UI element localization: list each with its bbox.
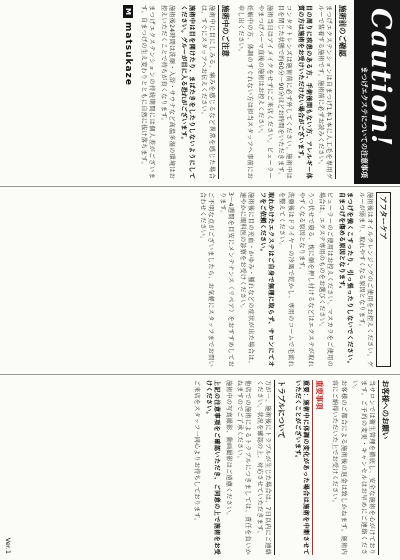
paragraph: 当サロンでは衛生管理を徹底し、安全な施術を心がけております。ご予約の変更・キャンセルはお早めにご連絡ください。 <box>351 380 375 555</box>
paragraph: ご来店をスタッフ一同心よりお待ちしております。 <box>193 380 201 525</box>
version-label: Ver.1 <box>4 537 12 554</box>
column-3 <box>0 374 400 560</box>
logo-mark-icon: M <box>123 5 133 18</box>
column-1 <box>0 0 400 184</box>
paragraph: 取れかけたエクステはご自身で無理に取らず、サロンにてオフをご依頼ください。 <box>258 192 274 367</box>
paragraph: まつげを強くこすったり、引っ張ったりしないでください。自まつげを傷める原因となります。 <box>337 192 354 367</box>
paragraph: 洗顔後はドライヤーの冷風で乾かし、専用のコームで毛流れを整えてください。 <box>278 192 294 367</box>
paragraph: 上記の注意事項をご確認いただき、ご同意の上で施術をお受けください。 <box>204 380 221 555</box>
paragraph: ご不明な点がございましたら、お気軽にスタッフまでお問い合わせください。 <box>199 192 215 367</box>
paragraph: コンタクトレンズは施術前に必ず外してください。施術中は目を閉じた状態で約60分〜90分ほどお時間をいただきます。 <box>276 5 293 179</box>
section-heading-trouble: トラブルについて <box>274 380 287 555</box>
paragraph: 3〜4週間を目安にメンテナンス（リペア）をおすすめしております。 <box>218 192 235 367</box>
paragraph: 他店での施術によるトラブルにつきましては、責任を負いかねますのでご了承ください。 <box>235 380 252 555</box>
column-2 <box>0 186 400 372</box>
caution-banner <box>354 0 400 184</box>
caution-title: Caution! <box>365 8 396 147</box>
paragraph: うつ伏せで寝る、枕に顔を押し付けるなどはエクステが取れやすくなる原因となります。 <box>298 192 314 367</box>
section-heading-important: 重要事項 <box>312 380 325 555</box>
logo-name: matsukaze <box>122 22 133 86</box>
paragraph: 目の周りに疾患のある方、手術後間もない方、アレルギー体質の方は施術をお受けいただけない場合がございます。 <box>296 5 313 179</box>
section-heading-aftercare: アフターケア <box>376 192 391 367</box>
paragraph: ビューラーのご使用はお控えください。マスカラをご使用の場合は、エクステ専用のものをお選びください。 <box>317 192 334 367</box>
paragraph: お客様のご都合による施術後の返金は致しかねます。施術内容にご納得いただいた上でお受けください。 <box>331 380 347 555</box>
brand-logo <box>123 5 133 179</box>
paragraph: 施術中は目を開けたり、まばたきをしたりしないようにしてください。グルーが目に入る恐れがございます。 <box>179 5 196 179</box>
paragraph: 重要：施術中に体調の変化があった場合は施術を中断させていただくことがございます。 <box>293 380 309 555</box>
section-heading-requests: お客様へのお願い <box>378 380 391 555</box>
paragraph: 施術後に目の充血・かゆみ・腫れなどの症状が出た場合は、速やかに眼科医の診察をお受けください。 <box>238 192 255 367</box>
paragraph: 施術後24時間は洗顔・入浴・サウナなど高温多湿の環境はお控えいただくことで持ちが良くなります。 <box>159 5 176 179</box>
paragraph: 施術後はオイルクレンジングのご使用をお控えください。グルーが弱まり、取れやすくなる原因となります。 <box>357 192 373 367</box>
caution-subtitle: まつげエクステについての注意事項 <box>360 66 368 178</box>
paragraph: まつげエクステンションは自まつげ1本1本に人工毛を専用グルーで装着する施術です。施術前に必ずお読みください。 <box>316 5 332 179</box>
paragraph: まつげエクステンションの持続期間には個人差がございます。自まつげの生え変わりとともに自然に抜け落ちます。 <box>140 5 156 179</box>
section-heading-before: 施術前のご確認 <box>335 5 348 179</box>
section-heading-during: 施術中のご注意 <box>218 5 231 179</box>
paragraph: 施術中に目にしみる、痛みを感じるなど異常を感じた場合は、すぐにスタッフへお伝えください。 <box>199 5 215 179</box>
paragraph: 妊娠中の方、体調のすぐれない方は担当スタッフへ事前にお申し出ください。 <box>237 5 253 179</box>
paragraph: 施術中の写真撮影、動画撮影はご遠慮ください。 <box>224 380 232 519</box>
paragraph: 万が一、施術後にトラブルが生じた場合は、7日以内にご連絡ください。状況を確認の上、対応させていただきます。 <box>255 380 272 555</box>
paragraph: 施術当日はアイメイクをせずにご来店ください。ビューラーやまつげパーマ直後の施術はお控えください。 <box>257 5 273 179</box>
